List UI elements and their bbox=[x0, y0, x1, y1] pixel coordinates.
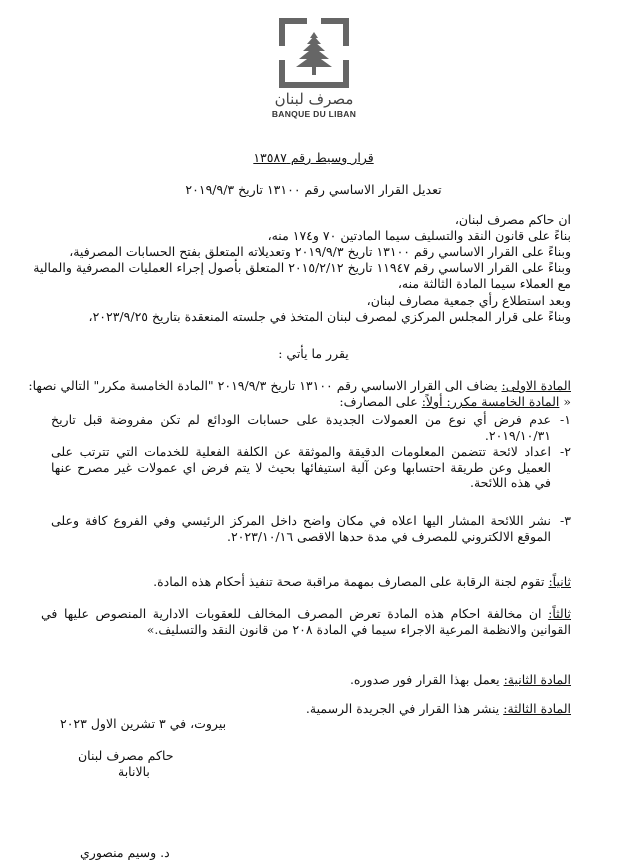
article2-label: المادة الثانية: bbox=[503, 672, 571, 687]
article3-label: المادة الثالثة: bbox=[503, 701, 571, 716]
article1-intro bbox=[28, 378, 571, 393]
preamble-line: وبعد استطلاع رأي جمعية مصارف لبنان، bbox=[366, 293, 571, 308]
article1-label: المادة الاولى: bbox=[501, 378, 571, 393]
first-label: أولاً: bbox=[421, 394, 447, 409]
second-text: تقوم لجنة الرقابة على المصارف بمهمة مراقبة صحة تنفيذ أحكام هذه المادة. bbox=[153, 574, 549, 589]
article3 bbox=[306, 701, 571, 716]
article1-text: يضاف الى القرار الاساسي رقم ١٣١٠٠ تاريخ ٢٠١٩/٩/٣ "المادة الخامسة مكرر" التالي نصها: bbox=[28, 378, 502, 393]
article5bis-heading bbox=[339, 394, 571, 409]
list-item bbox=[51, 513, 571, 544]
logo-french-name: BANQUE DU LIBAN bbox=[271, 109, 357, 119]
item-text: عدم فرض أي نوع من العمولات الجديدة على حسابات الودائع لم تكن مفروضة قبل تاريخ ٢٠١٩/١٠/٣١. bbox=[51, 412, 551, 443]
signatory-name: د. وسيم منصوري bbox=[80, 845, 170, 860]
signatory-title: حاكم مصرف لبنان bbox=[78, 748, 174, 763]
bank-logo bbox=[268, 18, 360, 119]
decision-subject: تعديل القرار الاساسي رقم ١٣١٠٠ تاريخ ٢٠١٩/٩/٣ bbox=[185, 182, 442, 197]
list-item bbox=[51, 444, 571, 491]
signatory-role: بالانابة bbox=[118, 764, 150, 779]
preamble-line: وبناءً على القرار الاساسي رقم ١١٩٤٧ تاريخ ٢٠١٥/٢/١٢ المتعلق بأصول إجراء العمليات المصرفية والمالية bbox=[33, 260, 571, 275]
article1-third bbox=[41, 606, 571, 637]
third-text: ان مخالفة احكام هذه المادة تعرض المصرف المخالف للعقوبات الادارية المنصوص عليها في القوانين والانظمة المرعية الاجراء سيما في المادة ٢٠٨ من قانون النقد والتسليف.» bbox=[41, 606, 571, 637]
item-number: ١- bbox=[560, 412, 571, 427]
item-text: اعداد لائحة تتضمن المعلومات الدقيقة والموثقة عن الكلفة الفعلية للخدمات التي تترتب على العميل وعن طريقة احتسابها وعن آلية استيفائها بحيث لا يتم فرض اي عمولات غير مصرح عنها في هذه اللائحة. bbox=[51, 444, 551, 490]
logo-arabic-name: مصرف لبنان bbox=[274, 90, 354, 108]
article1-second bbox=[41, 574, 571, 590]
first-text: على المصارف: bbox=[339, 394, 422, 409]
article2-text: يعمل بهذا القرار فور صدوره. bbox=[349, 672, 504, 687]
second-label: ثانياً: bbox=[548, 574, 571, 589]
preamble-line: ان حاكم مصرف لبنان، bbox=[454, 212, 571, 227]
decides-heading: يقرر ما يأتي : bbox=[278, 346, 349, 361]
decision-number: قرار وسيط رقم ١٣٥٨٧ bbox=[253, 150, 374, 165]
preamble-line: بناءً على قانون النقد والتسليف سيما المادتين ٧٠ و١٧٤ منه، bbox=[267, 228, 571, 243]
article5bis-label: المادة الخامسة مكرر: bbox=[446, 394, 560, 409]
article2 bbox=[350, 672, 571, 687]
item-number: ٢- bbox=[560, 444, 571, 459]
quote-open: « bbox=[559, 394, 571, 409]
preamble-line: وبناءً على قرار المجلس المركزي لمصرف لبنان المتخذ في جلسته المنعقدة بتاريخ ٢٠٢٣/٩/٢٥، bbox=[88, 309, 571, 324]
place-date: بيروت، في ٣ تشرين الاول ٢٠٢٣ bbox=[60, 716, 227, 731]
cedar-logo-icon bbox=[279, 18, 349, 88]
article3-text: ينشر هذا القرار في الجريدة الرسمية. bbox=[305, 701, 504, 716]
preamble-line: مع العملاء سيما المادة الثالثة منه، bbox=[397, 276, 571, 291]
item-number: ٣- bbox=[560, 513, 571, 528]
third-label: ثالثاً: bbox=[548, 606, 571, 621]
list-item bbox=[51, 412, 571, 443]
preamble-line: وبناءً على القرار الاساسي رقم ١٣١٠٠ تاريخ ٢٠١٩/٩/٣ وتعديلاته المتعلق بفتح الحسابات المصرفية، bbox=[69, 244, 571, 259]
item-text: نشر اللائحة المشار اليها اعلاه في مكان واضح داخل المركز الرئيسي وفي الفروع كافة وعلى الموقع الالكتروني للمصرف في مدة حدها الاقصى ٢٠٢٣/١٠/١٦. bbox=[51, 513, 551, 544]
